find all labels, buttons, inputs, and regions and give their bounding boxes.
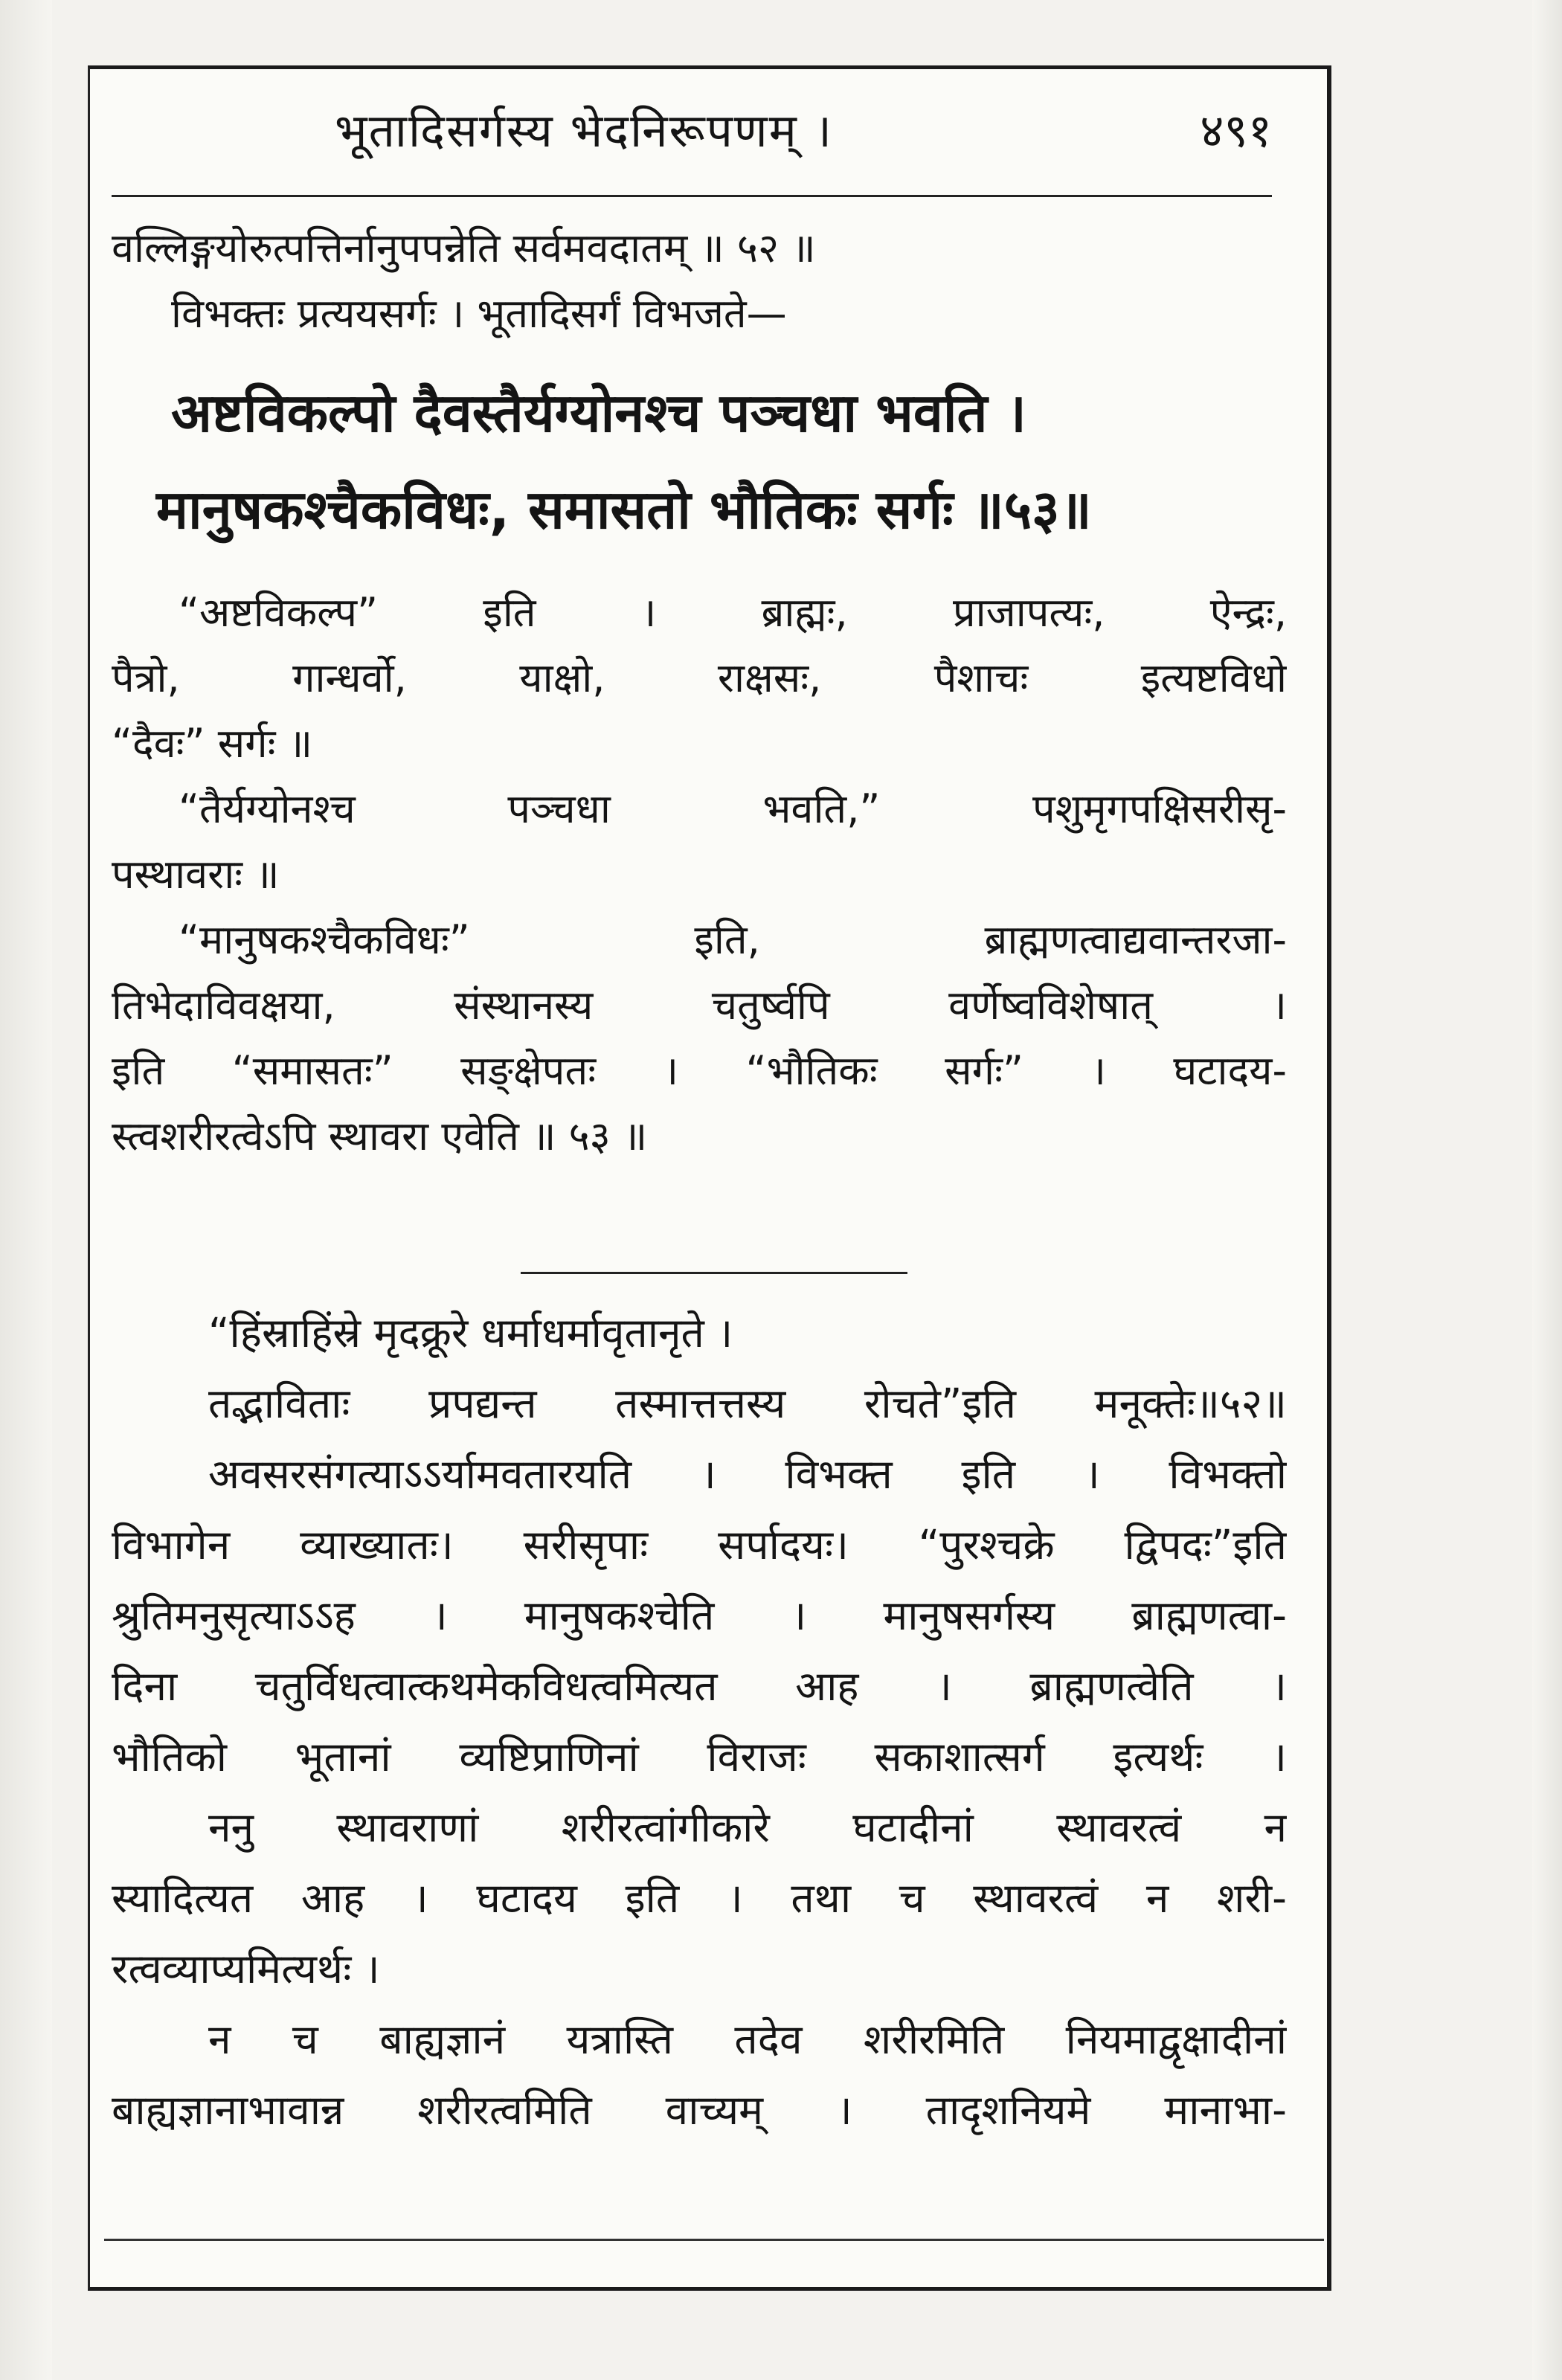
header-rule [112, 195, 1272, 197]
subcommentary-line: भौतिको भूतानां व्यष्टिप्राणिनां विराजः सकाशात्सर्ग इत्यर्थः । [112, 1733, 1287, 1781]
commentary-line: “अष्टविकल्प” इति । ब्राह्मः, प्राजापत्यः, ऐन्द्रः, [179, 589, 1287, 636]
commentary-line: इति “समासतः” सङ्क्षेपतः । “भौतिकः सर्गः” । घटादय- [112, 1047, 1287, 1094]
commentary-line: पस्थावराः ॥ [112, 851, 280, 898]
karika-block [112, 364, 1287, 558]
subcommentary-line: विभागेन व्याख्यातः। सरीसृपाः सर्पादयः। “पुरश्चक्रे द्विपदः”इति [112, 1521, 1287, 1569]
commentary-line: “मानुषकश्चैकविधः” इति, ब्राह्मणत्वाद्यवान्तरजा- [179, 916, 1287, 963]
header-title: भूतादिसर्गस्य भेदनिरूपणम् । [335, 103, 834, 158]
commentary-main-block [112, 580, 1287, 1169]
karika-line: मानुषकश्चैकविधः, समासतो भौतिकः सर्गः ॥५३॥ [156, 478, 1092, 541]
subcommentary-line: अवसरसंगत्याऽऽर्यामवतारयति । विभक्त इति । विभक्तो [208, 1450, 1287, 1498]
subcommentary-line: बाह्यज्ञानाभावान्न शरीरत्वमिति वाच्यम् । तादृशनियमे मानाभा- [112, 2086, 1287, 2134]
commentary-line: “दैवः” सर्गः ॥ [112, 720, 313, 767]
commentary-line: “तैर्यग्योनश्च पञ्चधा भवति,” पशुमृगपक्षिसरीसृ- [179, 785, 1287, 832]
subcommentary-line: न च बाह्यज्ञानं यत्रास्ति तदेव शरीरमिति नियमाद्वृक्षादीनां [208, 2016, 1287, 2063]
commentary-line: विभक्तः प्रत्ययसर्गः । भूतादिसर्गं विभजते— [171, 290, 787, 337]
running-header [112, 88, 1302, 170]
subcommentary-line: श्रुतिमनुसृत्याऽऽह । मानुषकश्चेति । मानुषसर्गस्य ब्राह्मणत्वा- [112, 1592, 1287, 1639]
page-number: ४९१ [1200, 103, 1272, 158]
scan-right-margin [1532, 0, 1562, 2380]
commentary-line: पैत्रो, गान्धर्वो, याक्षो, राक्षसः, पैशाचः इत्यष्टविधो [112, 654, 1287, 701]
subcommentary-line: दिना चतुर्विधत्वात्कथमेकविधत्वमित्यत आह । ब्राह्मणत्वेति । [112, 1662, 1287, 1710]
subcommentary-line: स्यादित्यत आह । घटादय इति । तथा च स्थावरत्वं न शरी- [112, 1874, 1287, 1922]
commentary-line: स्त्वशरीरत्वेऽपि स्थावरा एवेति ॥ ५३ ॥ [112, 1113, 648, 1160]
commentary-line: तिभेदाविवक्षया, संस्थानस्य चतुर्ष्वपि वर्णेष्वविशेषात् । [112, 982, 1287, 1029]
section-divider [521, 1272, 907, 1274]
commentary-line: वल्लिङ्गयोरुत्पत्तिर्नानुपपन्नेति सर्वमवदातम् ॥ ५२ ॥ [112, 225, 816, 271]
karika-line: अष्टविकल्पो दैवस्तैर्यग्योनश्च पञ्चधा भवति । [171, 382, 1026, 444]
subcommentary-line: ननु स्थावराणां शरीरत्वांगीकारे घटादीनां स्थावरत्वं न [208, 1804, 1287, 1851]
subcommentary-line: तद्भाविताः प्रपद्यन्त तस्मात्तत्तस्य रोचते”इति मनूक्तेः॥५२॥ [208, 1380, 1287, 1427]
bottom-rule [104, 2239, 1324, 2241]
subcommentary-block [112, 1298, 1287, 2146]
commentary-top-block [112, 216, 1287, 347]
subcommentary-line: रत्वव्याप्यमित्यर्थः । [112, 1945, 380, 1993]
subcommentary-line: “हिंस्राहिंस्रे मृदक्रूरे धर्माधर्मावृतानृते । [208, 1309, 733, 1357]
scan-left-margin [0, 0, 52, 2380]
